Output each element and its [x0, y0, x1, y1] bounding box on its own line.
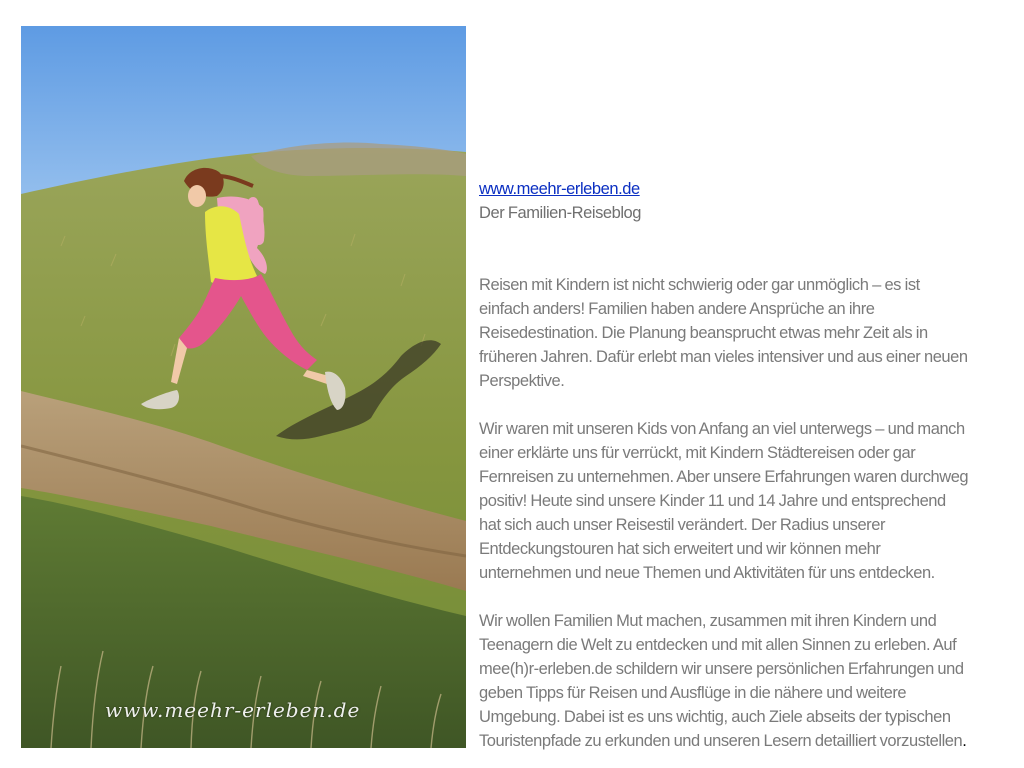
paragraph-last-line — [479, 729, 1009, 753]
paragraph-line: unternehmen und neue Themen und Aktivitäten für uns entdecken. — [479, 564, 935, 582]
paragraph-line: Reisedestination. Die Planung beansprucht etwas mehr Zeit als in — [479, 324, 928, 342]
intro-paragraph — [479, 273, 1009, 393]
paragraph-line: Perspektive. — [479, 372, 565, 390]
paragraph-line: Wir waren mit unseren Kids von Anfang an viel unterwegs – und manch — [479, 420, 965, 438]
experience-paragraph — [479, 417, 1009, 585]
photo-watermark: www.meehr-erleben.de — [105, 698, 361, 722]
paragraph-line: positiv! Heute sind unsere Kinder 11 und 14 Jahre und entsprechend — [479, 492, 946, 510]
site-link[interactable]: www.meehr-erleben.de — [479, 180, 640, 198]
blog-tagline: Der Familien-Reiseblog — [479, 204, 641, 222]
spacer — [479, 585, 1009, 609]
paragraph-line: hat sich auch unser Reisestil verändert. Der Radius unserer — [479, 516, 885, 534]
hero-photo — [21, 26, 466, 748]
paragraph-line: früheren Jahren. Dafür erlebt man vieles intensiver und aus einer neuen — [479, 348, 968, 366]
spacer — [479, 393, 1009, 417]
paragraph-line: Wir wollen Familien Mut machen, zusammen mit ihren Kindern und — [479, 612, 937, 630]
hero-photo-illustration — [21, 26, 466, 748]
paragraph-line: Reisen mit Kindern ist nicht schwierig oder gar unmöglich – es ist — [479, 276, 920, 294]
paragraph-line: Umgebung. Dabei ist es uns wichtig, auch Ziele abseits der typischen — [479, 708, 951, 726]
final-period: . — [962, 732, 967, 750]
paragraph-line: geben Tipps für Reisen und Ausflüge in die nähere und weitere — [479, 684, 907, 702]
paragraph-line: Entdeckungstouren hat sich erweitert und wir können mehr — [479, 540, 881, 558]
paragraph-line: einer erklärte uns für verrückt, mit Kindern Städtereisen oder gar — [479, 444, 916, 462]
paragraph-line: Teenagern die Welt zu entdecken und mit allen Sinnen zu erleben. Auf — [479, 636, 957, 654]
text-column — [479, 177, 1009, 753]
paragraph-line: Fernreisen zu unternehmen. Aber unsere Erfahrungen waren durchweg — [479, 468, 969, 486]
mission-paragraph — [479, 609, 1009, 753]
paragraph-line: einfach anders! Familien haben andere Ansprüche an ihre — [479, 300, 875, 318]
paragraph-line: mee(h)r-erleben.de schildern wir unsere persönlichen Erfahrungen und — [479, 660, 964, 678]
spacer — [479, 225, 1009, 273]
paragraph-line: Touristenpfade zu erkunden und unseren Lesern detailliert vorzustellen — [479, 732, 963, 750]
